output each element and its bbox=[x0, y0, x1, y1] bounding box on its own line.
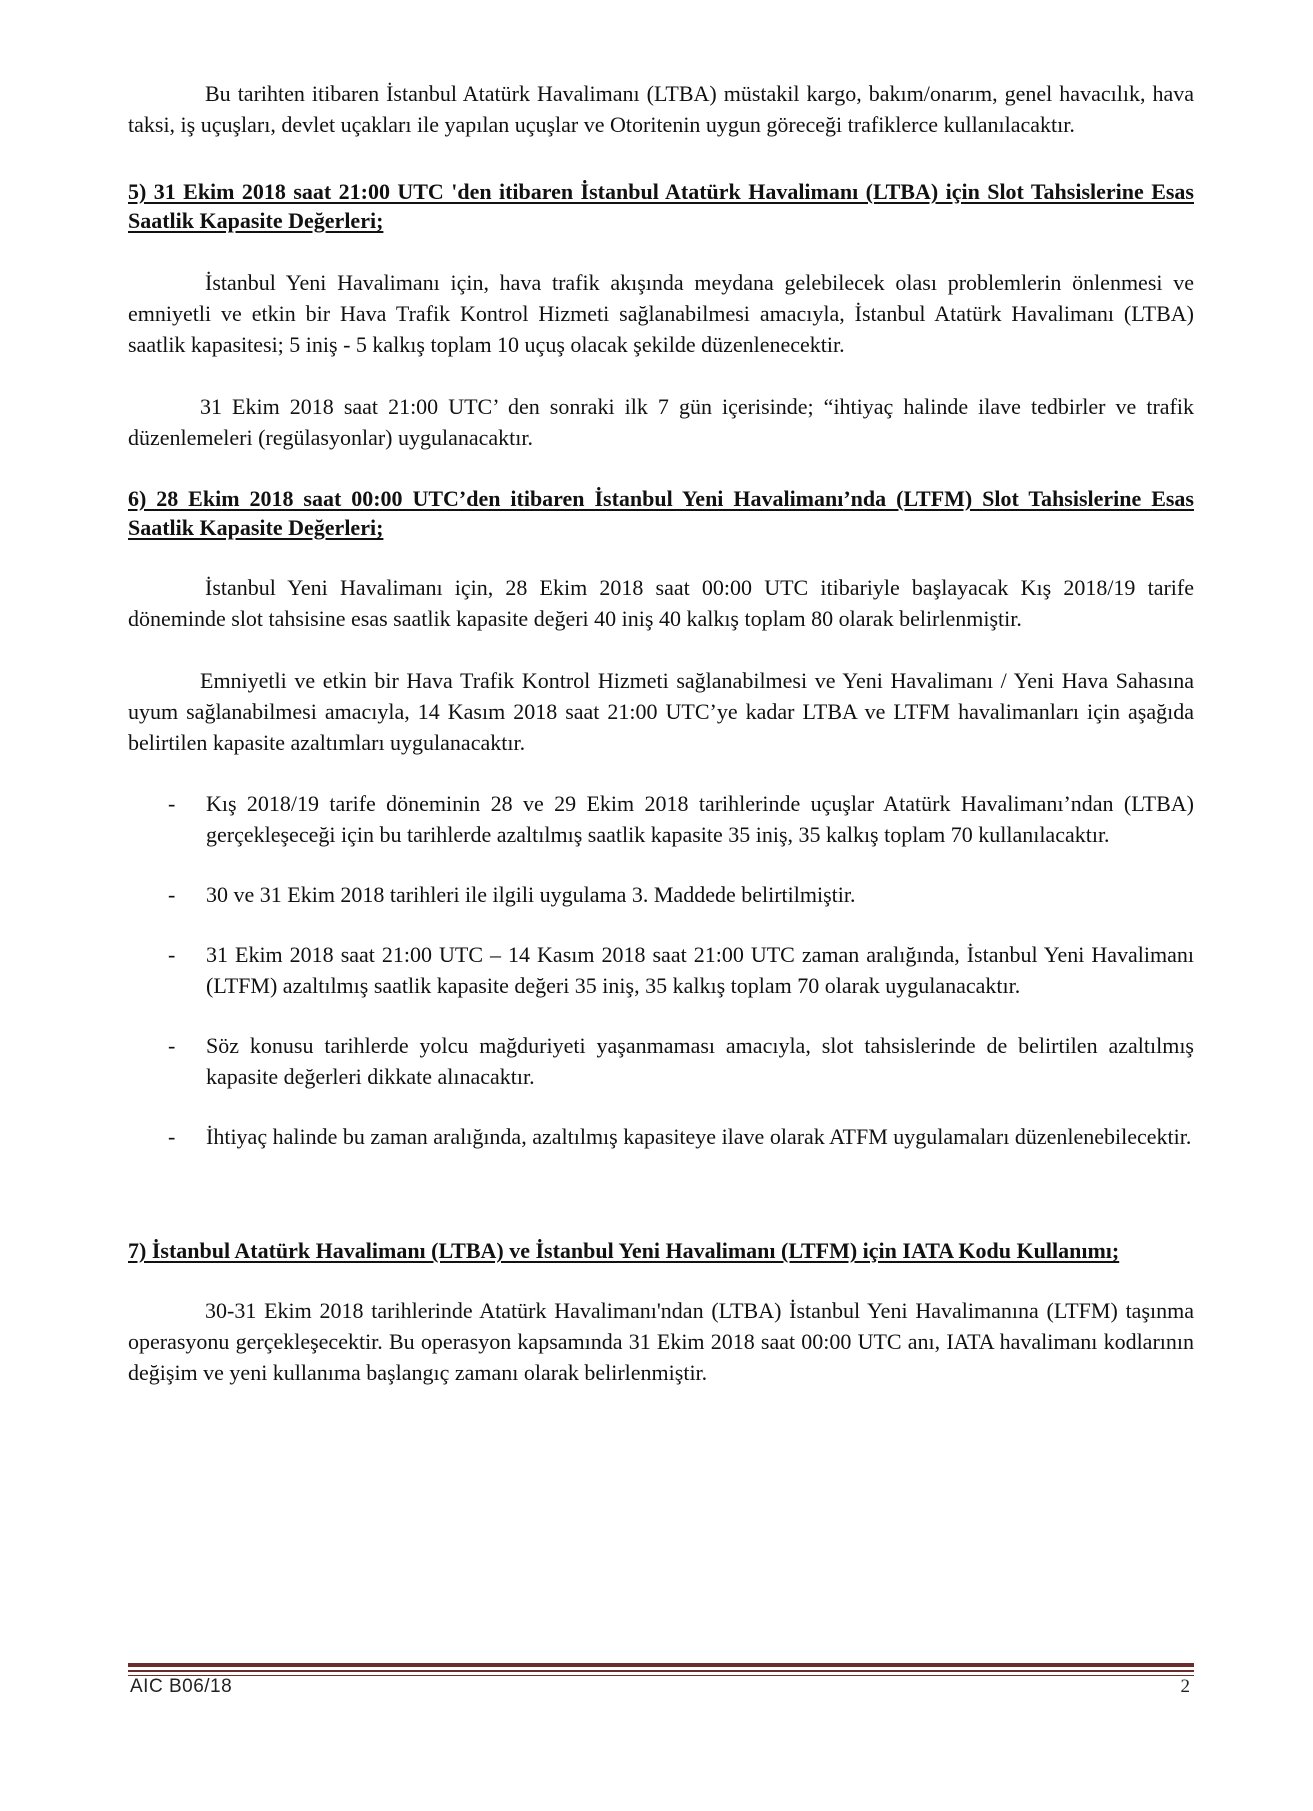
paragraph-ltfm-capacity: İstanbul Yeni Havalimanı için, 28 Ekim 2018 saat 00:00 UTC itibariyle başlayacak Kış 2018/19 tarife döneminde slot tahsisine esas saatlik kapasite değeri 40 iniş 40 kalkış toplam 80 olarak belirlenmiştir. bbox=[128, 575, 1194, 631]
document-id: AIC B06/18 bbox=[130, 1676, 233, 1697]
bullet-dash: - bbox=[168, 791, 176, 816]
list-item bbox=[128, 1121, 1194, 1152]
list-item bbox=[128, 879, 1194, 910]
list-item-text: Söz konusu tarihlerde yolcu mağduriyeti yaşanmaması amacıyla, slot tahsislerinde de belirtilen azaltılmış kapasite değerleri dikkate alınacaktır. bbox=[206, 1033, 1194, 1089]
bullet-dash: - bbox=[168, 1033, 176, 1058]
list-item bbox=[128, 1030, 1194, 1092]
list-item-text: İhtiyaç halinde bu zaman aralığında, azaltılmış kapasiteye ilave olarak ATFM uygulamaları düzenlenebilecektir. bbox=[206, 1124, 1192, 1149]
list-item bbox=[128, 939, 1194, 1001]
page-number: 2 bbox=[1180, 1676, 1190, 1697]
list-item-text: Kış 2018/19 tarife döneminin 28 ve 29 Ekim 2018 tarihlerinde uçuşlar Atatürk Havalimanı’ndan (LTBA) gerçekleşeceği için bu tarihlerde azaltılmış saatlik kapasite 35 iniş, 35 kalkış toplam 70 kullanılacaktır. bbox=[206, 791, 1194, 847]
list-item-text: 30 ve 31 Ekim 2018 tarihleri ile ilgili uygulama 3. Maddede belirtilmiştir. bbox=[206, 882, 856, 907]
paragraph-iata-codes: 30-31 Ekim 2018 tarihlerinde Atatürk Havalimanı'ndan (LTBA) İstanbul Yeni Havalimanına (LTFM) taşınma operasyonu gerçekleşecektir. Bu operasyon kapsamında 31 Ekim 2018 saat 00:00 UTC anı, IATA havalimanı kodlarının değişim ve yeni kullanıma başlangıç zamanı olarak belirlenmiştir. bbox=[128, 1298, 1194, 1385]
heading-section-6: 6) 28 Ekim 2018 saat 00:00 UTC’den itibaren İstanbul Yeni Havalimanı’nda (LTFM) Slot Tahsislerine Esas Saatlik Kapasite Değerleri; bbox=[128, 486, 1194, 540]
paragraph-ltba-usage: Bu tarihten itibaren İstanbul Atatürk Havalimanı (LTBA) müstakil kargo, bakım/onarım, genel havacılık, hava taksi, iş uçuşları, devlet uçakları ile yapılan uçuşlar ve Otoritenin uygun göreceği trafiklerce kullanılacaktır. bbox=[128, 81, 1194, 137]
heading-section-7: 7) İstanbul Atatürk Havalimanı (LTBA) ve İstanbul Yeni Havalimanı (LTFM) için IATA Kodu Kullanımı; bbox=[128, 1238, 1120, 1263]
list-item bbox=[128, 788, 1194, 850]
paragraph-first-7-days: 31 Ekim 2018 saat 21:00 UTC’ den sonraki ilk 7 gün içerisinde; “ihtiyaç halinde ilave tedbirler ve trafik düzenlemeleri (regülasyonlar) uygulanacaktır. bbox=[128, 394, 1194, 450]
capacity-reduction-list bbox=[128, 788, 1194, 1152]
bullet-dash: - bbox=[168, 942, 176, 967]
bullet-dash: - bbox=[168, 882, 176, 907]
document-body bbox=[128, 78, 1194, 1388]
paragraph-ltba-capacity: İstanbul Yeni Havalimanı için, hava trafik akışında meydana gelebilecek olası problemlerin önlenmesi ve emniyetli ve etkin bir Hava Trafik Kontrol Hizmeti sağlanabilmesi amacıyla, İstanbul Atatürk Havalimanı (LTBA) saatlik kapasitesi; 5 iniş - 5 kalkış toplam 10 uçuş olacak şekilde düzenlenecektir. bbox=[128, 270, 1194, 357]
paragraph-capacity-reductions: Emniyetli ve etkin bir Hava Trafik Kontrol Hizmeti sağlanabilmesi ve Yeni Havalimanı / Yeni Hava Sahasına uyum sağlanabilmesi amacıyla, 14 Kasım 2018 saat 21:00 UTC’ye kadar LTBA ve LTFM havalimanları için aşağıda belirtilen kapasite azaltımları uygulanacaktır. bbox=[128, 668, 1194, 755]
bullet-dash: - bbox=[168, 1124, 176, 1149]
footer-divider bbox=[128, 1663, 1194, 1676]
list-item-text: 31 Ekim 2018 saat 21:00 UTC – 14 Kasım 2018 saat 21:00 UTC zaman aralığında, İstanbul Yeni Havalimanı (LTFM) azaltılmış saatlik kapasite değeri 35 iniş, 35 kalkış toplam 70 olarak uygulanacaktır. bbox=[206, 942, 1194, 998]
heading-section-5: 5) 31 Ekim 2018 saat 21:00 UTC 'den itibaren İstanbul Atatürk Havalimanı (LTBA) için Slot Tahsislerine Esas Saatlik Kapasite Değerleri; bbox=[128, 179, 1194, 233]
